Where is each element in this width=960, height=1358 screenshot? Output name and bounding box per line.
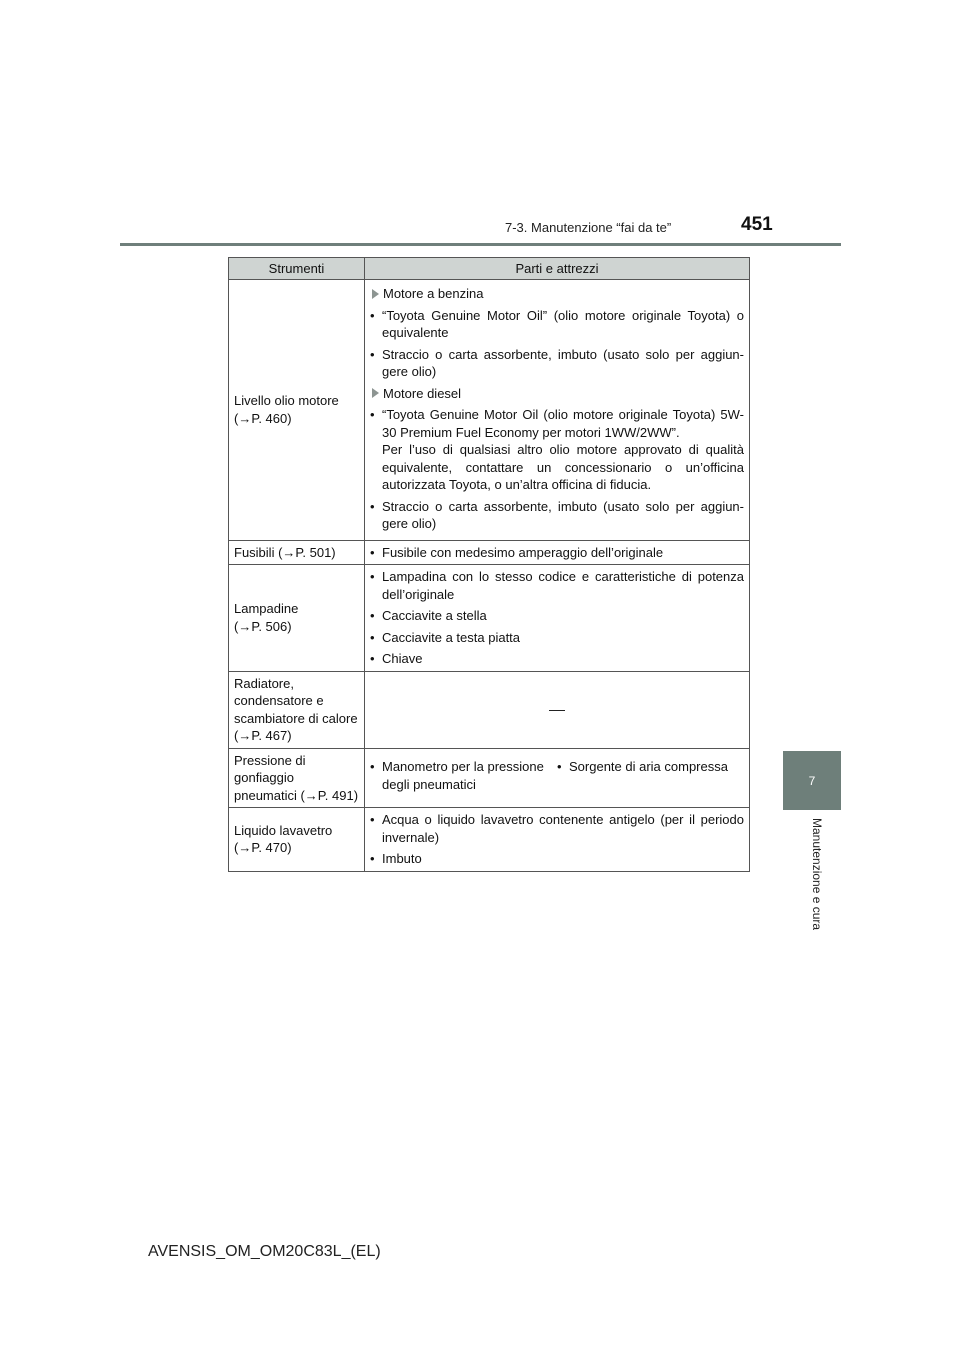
document-code: AVENSIS_OM_OM20C83L_(EL) — [148, 1243, 381, 1260]
tool-name: Fusibili (→P. 501) — [234, 544, 336, 560]
list-item: • Fusibile con medesimo amperaggio dell’originale — [370, 544, 744, 562]
list-item: • Lampadina con lo stesso codice e caratteristiche di potenza dell’originale — [370, 568, 744, 603]
table-row — [229, 280, 750, 541]
tool-cell — [229, 748, 365, 808]
list-item: • Cacciavite a testa piatta — [370, 629, 744, 647]
list-item: • Imbuto — [370, 850, 744, 868]
tool-cell — [229, 565, 365, 672]
triangle-arrow-icon — [372, 289, 379, 299]
list-item: • Straccio o carta assorbente, imbuto (usato solo per aggiun-gere olio) — [370, 346, 744, 381]
subheading-label: Motore a benzina — [383, 286, 484, 301]
triangle-arrow-icon — [372, 388, 379, 398]
two-column-list — [370, 758, 744, 797]
parts-cell — [365, 280, 750, 541]
table-header-row — [229, 258, 750, 280]
tool-name: Radiatore, condensatore e scambiatore di calore (→P. 467) — [234, 675, 358, 743]
chapter-title-text: Manutenzione e cura — [810, 818, 824, 931]
list-item: • Manometro per la pressione degli pneumatici — [370, 758, 557, 793]
list-item: • Cacciavite a stella — [370, 607, 744, 625]
list-item: • Straccio o carta assorbente, imbuto (usato solo per aggiun-gere olio) — [370, 498, 744, 533]
tool-cell — [229, 280, 365, 541]
list-item: • Acqua o liquido lavavetro contenente antigelo (per il periodo invernale) — [370, 811, 744, 846]
parts-cell — [365, 748, 750, 808]
tool-name: Liquido lavavetro — [234, 822, 333, 838]
parts-cell — [365, 808, 750, 872]
table-row — [229, 671, 750, 748]
list-item — [370, 406, 744, 494]
subheading — [370, 285, 744, 303]
tool-cell — [229, 808, 365, 872]
page-reference: (→P. 506) — [234, 618, 292, 634]
column-header-parts: Parti e attrezzi — [365, 258, 750, 280]
parts-cell — [365, 540, 750, 565]
header-divider — [120, 243, 841, 246]
column-header-tools: Strumenti — [229, 258, 365, 280]
table-row — [229, 808, 750, 872]
list-item: • Chiave — [370, 650, 744, 668]
parts-cell-empty — [365, 671, 750, 748]
chapter-number: 7 — [808, 773, 816, 788]
tools-parts-table — [228, 257, 750, 872]
subheading — [370, 385, 744, 403]
list-item: • Sorgente di aria compressa — [557, 758, 744, 793]
tool-cell — [229, 540, 365, 565]
page-reference: (→P. 470) — [234, 840, 292, 856]
section-title: 7-3. Manutenzione “fai da te” — [505, 220, 672, 235]
table-row — [229, 565, 750, 672]
list-item-text: • “Toyota Genuine Motor Oil (olio motore originale Toyota) 5W-30 Premium Fuel Economy per motori 1WW/2WW”. — [382, 407, 744, 440]
page-reference: (→P. 460) — [234, 410, 292, 426]
tool-name: Livello olio motore — [234, 393, 339, 409]
chapter-title — [764, 818, 824, 958]
list-item-note: Per l’uso di qualsiasi altro olio motore approvato di qualità equivalente, contattare un concessionario o un’officina autorizzata Toyota, o un’altra officina di fiducia. — [382, 442, 744, 492]
table-row — [229, 748, 750, 808]
list-item: • “Toyota Genuine Motor Oil” (olio motore originale Toyota) o equivalente — [370, 307, 744, 342]
empty-dash — [549, 710, 565, 711]
parts-cell — [365, 565, 750, 672]
subheading-label: Motore diesel — [383, 385, 462, 401]
tool-name: Pressione di gonfiaggio pneumatici (→P. 491) — [234, 752, 359, 803]
chapter-tab[interactable] — [783, 751, 841, 810]
page-number: 451 — [741, 214, 773, 235]
tool-name: Lampadine — [234, 601, 299, 617]
tool-cell — [229, 671, 365, 748]
table-row — [229, 540, 750, 565]
